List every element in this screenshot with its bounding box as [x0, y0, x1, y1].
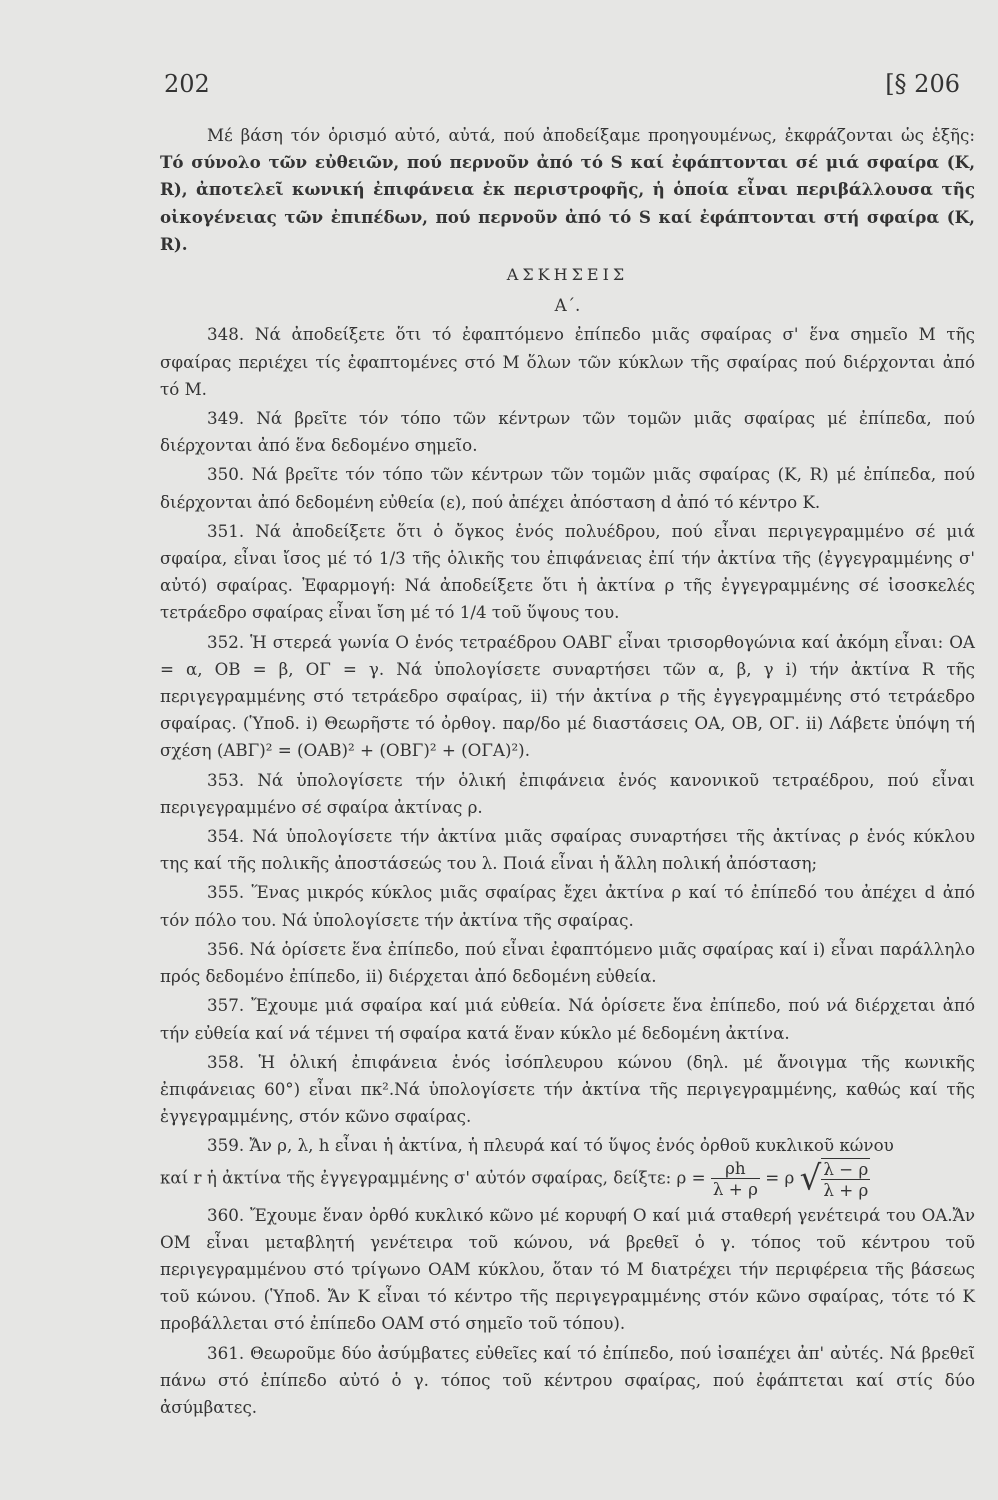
exercise-359-text: καί r ἡ ἀκτίνα τῆς ἐγγεγραμμένης σ' αὐτόν σφαίρας, δείξτε: ρ =	[160, 1167, 706, 1188]
exercise-355: 355. Ἕνας μικρός κύκλος μιᾶς σφαίρας ἔχει ἀκτίνα ρ καί τό ἐπίπεδό του ἀπέχει d ἀπό τόν πόλο του. Νά ὑπολογίσετε τήν ἀκτίνα τῆς σφαίρας.	[160, 882, 975, 930]
formula-denominator: λ + ρ	[712, 1179, 758, 1200]
intro-theorem: Τό σύνολο τῶν εὐθειῶν, πού περνοῦν ἀπό τό S καί ἐφάπτονται σέ μιά σφαίρα (K, R), ἀποτελεῖ κωνική ἐπιφάνεια ἐκ περιστροφῆς, ἡ ὁποία εἶναι περιβάλλουσα τῆς οἰκογένειας τῶν ἐπιπέδων, πού περνοῦν ἀπό τό S καί ἐφάπτονται στή σφαίρα (K, R).	[160, 152, 975, 254]
formula-equals: = ρ	[765, 1167, 795, 1188]
exercise-356: 356. Νά ὁρίσετε ἕνα ἐπίπεδο, πού εἶναι ἐφαπτόμενο μιᾶς σφαίρας καί i) εἶναι παράλληλο πρός δεδομένο ἐπίπεδο, ii) διέρχεται ἀπό δεδομένη εὐθεία.	[160, 938, 975, 987]
formula-numerator: ρh	[711, 1158, 760, 1179]
formula-fraction	[711, 1158, 760, 1199]
exercise-348: 348. Νά ἀποδείξετε ὅτι τό ἐφαπτόμενο ἐπίπεδο μιᾶς σφαίρας σ' ἕνα σημεῖο Μ τῆς σφαίρας περιέχει τίς ἐφαπτομένες στό Μ ὅλων τῶν κύκλων τῆς σφαίρας πού διέρχονται ἀπό τό Μ.	[160, 324, 975, 399]
exercise-352: 352. Ἡ στερεά γωνία Ο ἑνός τετραέδρου ΟΑΒΓ εἶναι τρισορθογώνια καί ἀκόμη εἶναι: ΟΑ = α, ΟΒ = β, ΟΓ = γ. Νά ὑπολογίσετε συναρτήσει τῶν α, β, γ i) τήν ἀκτίνα R τῆς περιγεγραμμένης στό τετράεδρο σφαίρας, ii) τήν ἀκτίνα ρ τῆς ἐγγεγραμμένης στό τετράεδρο σφαίρας. (Ὑποδ. i) Θεωρῆστε τό ὀρθογ. παρ/δο μέ διαστάσεις ΟΑ, ΟΒ, ΟΓ. ii) Λάβετε ὑπόψη τή σχέση (ΑΒΓ)² = (ΟΑΒ)² + (ΟΒΓ)² + (ΟΓΑ)²).	[160, 631, 975, 761]
page-body	[160, 122, 975, 1421]
page-number: 202	[164, 70, 210, 98]
formula-root	[800, 1158, 871, 1200]
intro-lead: Μέ βάση τόν ὁρισμό αὐτό, αὐτά, πού ἀποδείξαμε προηγουμένως, ἐκφράζονται ὡς ἑξῆς:	[207, 125, 975, 145]
root-radicand	[821, 1158, 870, 1200]
exercise-351: 351. Νά ἀποδείξετε ὅτι ὁ ὄγκος ἑνός πολυέδρου, πού εἶναι περιγεγραμμένο σέ μιά σφαίρα, εἶναι ἴσος μέ τό 1/3 τῆς ὁλικῆς του ἐπιφάνειας ἐπί τήν ἀκτίνα τῆς (ἐγγεγραμμένης σ' αὐτό) σφαίρας. Ἐφαρμογή: Νά ἀποδείξετε ὅτι ἡ ἀκτίνα ρ τῆς ἐγγεγραμμένης σέ ἰσοσκελές τετράεδρο σφαίρας εἶναι ἴση μέ τό 1/4 τοῦ ὕψους του.	[160, 520, 975, 623]
root-fraction	[821, 1159, 870, 1200]
exercise-350: 350. Νά βρεῖτε τόν τόπο τῶν κέντρων τῶν τομῶν μιᾶς σφαίρας (K, R) μέ ἐπίπεδα, πού διέρχονται ἀπό δεδομένη εὐθεία (ε), πού ἀπέχει ἀπόσταση d ἀπό τό κέντρο Κ.	[160, 464, 975, 512]
exercise-361: 361. Θεωροῦμε δύο ἀσύμβατες εὐθεῖες καί τό ἐπίπεδο, πού ἰσαπέχει ἀπ' αὐτές. Νά βρεθεῖ πάνω στό ἐπίπεδο αὐτό ὁ γ. τόπος τοῦ κέντρου σφαίρας, πού ἐφάπτεται καί στίς δύο ἀσύμβατες.	[160, 1342, 975, 1417]
root-denominator: λ + ρ	[823, 1179, 869, 1200]
exercise-349: 349. Νά βρεῖτε τόν τόπο τῶν κέντρων τῶν τομῶν μιᾶς σφαίρας μέ ἐπίπεδα, πού διέρχονται ἀπό ἕνα δεδομένο σημεῖο.	[160, 408, 975, 456]
exercise-353: 353. Νά ὑπολογίσετε τήν ὁλική ἐπιφάνεια ἑνός κανονικοῦ τετραέδρου, πού εἶναι περιγεγραμμένο σέ σφαίρα ἀκτίνας ρ.	[160, 769, 975, 817]
intro-paragraph	[160, 122, 975, 258]
exercises-subheading: Α΄.	[554, 295, 581, 316]
exercise-357: 357. Ἔχουμε μιά σφαίρα καί μιά εὐθεία. Νά ὁρίσετε ἕνα ἐπίπεδο, πού νά διέρχεται ἀπό τήν εὐθεία καί νά τέμνει τή σφαίρα κατά ἕναν κύκλο μέ δεδομένη ἀκτίνα.	[160, 995, 975, 1043]
section-reference: [§ 206	[885, 70, 960, 98]
sqrt-sign: √	[799, 1157, 822, 1198]
exercise-359: 359. Ἄν ρ, λ, h εἶναι ἡ ἀκτίνα, ἡ πλευρά καί τό ὕψος ἑνός ὀρθοῦ κυκλικοῦ κώνου	[207, 1135, 894, 1156]
exercise-354: 354. Νά ὑπολογίσετε τήν ἀκτίνα μιᾶς σφαίρας συναρτήσει τῆς ἀκτίνας ρ ἑνός κύκλου της καί τῆς πολικῆς ἀποστάσεώς του λ. Ποιά εἶναι ἡ ἄλλη πολική ἀπόσταση;	[160, 826, 975, 874]
exercise-359-formula-line	[160, 1158, 975, 1200]
page-header	[0, 70, 998, 104]
exercise-360: 360. Ἔχουμε ἕναν ὀρθό κυκλικό κῶνο μέ κορυφή Ο καί μιά σταθερή γενέτειρά του ΟΑ.Ἄν ΟΜ εἶναι μεταβλητή γενέτειρα τοῦ κώνου, νά βρεθεῖ ὁ γ. τόπος τοῦ κέντρου τοῦ περιγεγραμμένου στό τρίγωνο ΟΑΜ κύκλου, ὅταν τό Μ διατρέχει τήν περιφέρεια τῆς βάσεως τοῦ κώνου. (Ὑποδ. Ἄν Κ εἶναι τό κέντρο τῆς περιγεγραμμένης στόν κῶνο σφαίρας, τότε τό Κ προβάλλεται στό ἐπίπεδο ΟΑΜ στό σημεῖο τοῦ τόπου).	[160, 1204, 975, 1334]
exercise-358: 358. Ἡ ὁλική ἐπιφάνεια ἑνός ἰσόπλευρου κώνου (δηλ. μέ ἄνοιγμα τῆς κωνικῆς ἐπιφάνειας 60°) εἶναι πκ².Νά ὑπολογίσετε τήν ἀκτίνα τῆς περιγεγραμμένης, καθώς καί τῆς ἐγγεγραμμένης, στόν κῶνο σφαίρας.	[160, 1051, 975, 1127]
exercises-heading: ΑΣΚΗΣΕΙΣ	[506, 265, 629, 285]
root-numerator: λ − ρ	[823, 1158, 869, 1179]
